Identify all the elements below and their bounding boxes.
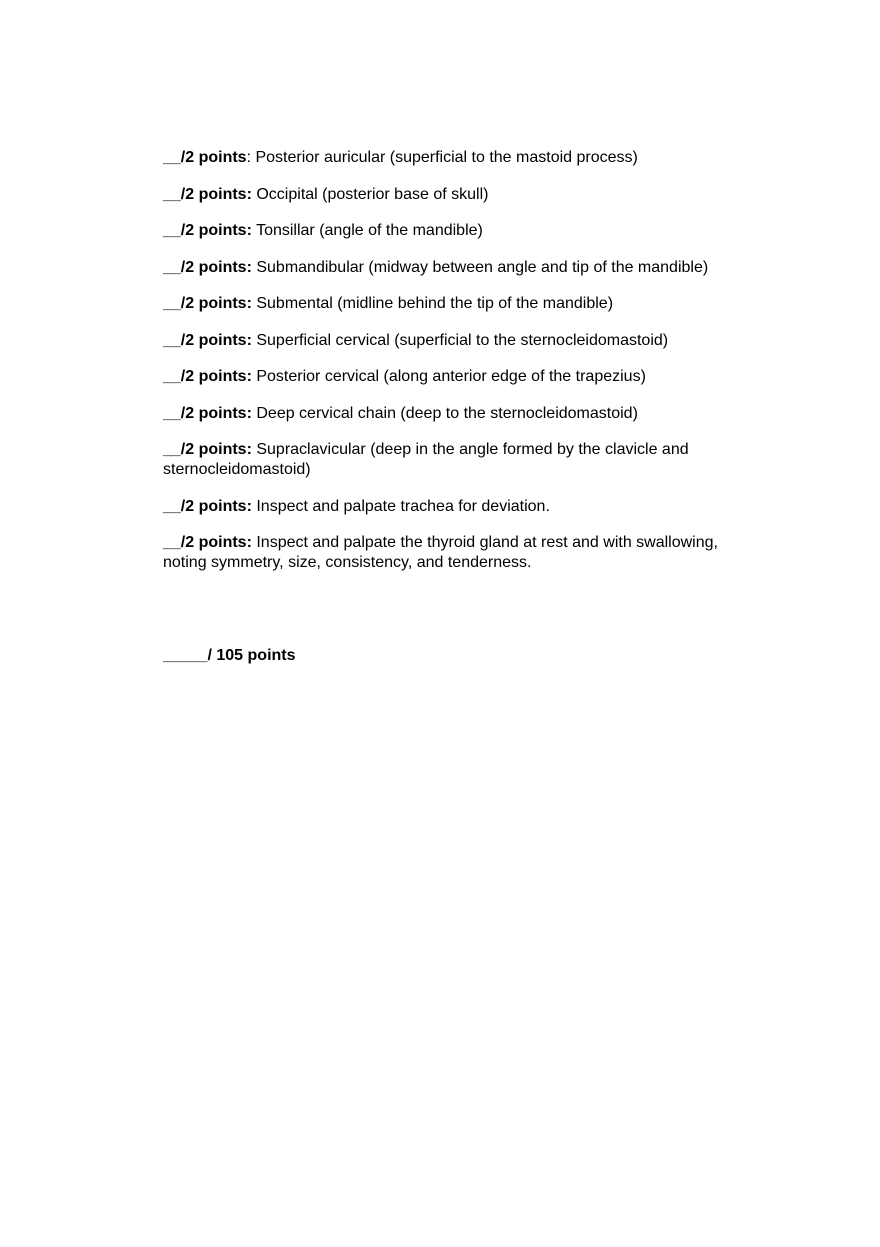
item-text: Inspect and palpate trachea for deviation.: [256, 497, 550, 515]
item-text: Superficial cervical (superficial to the sternocleidomastoid): [256, 331, 669, 349]
checklist-item-deep-cervical-chain: [163, 404, 723, 424]
points-score: __/2 points:: [163, 404, 252, 422]
item-text: Posterior cervical (along anterior edge of the trapezius): [256, 368, 646, 385]
item-text: Supraclavicular (deep in the angle formed by the clavicle and sternocleidomastoid): [163, 441, 689, 478]
item-text: Deep cervical chain (deep to the sternocleidomastoid): [256, 404, 638, 422]
item-text: Occipital (posterior base of skull): [256, 185, 489, 203]
checklist-item-posterior-cervical: [163, 367, 723, 387]
points-score: __/2 points:: [163, 441, 252, 458]
points-score: __/2 points:: [163, 368, 252, 385]
item-text: Submandibular (midway between angle and tip of the mandible): [256, 258, 709, 276]
checklist-item-occipital: [163, 185, 723, 205]
checklist-item-superficial-cervical: [163, 331, 723, 351]
item-text: Tonsillar (angle of the mandible): [256, 222, 483, 239]
points-score: __/2 points:: [163, 222, 252, 239]
checklist: [163, 148, 723, 590]
checklist-item-supraclavicular: [163, 440, 723, 480]
item-separator: :: [246, 149, 256, 166]
checklist-item-thyroid: [163, 533, 723, 573]
points-score: __/2 points:: [163, 258, 252, 276]
points-score: __/2 points: [163, 149, 247, 166]
checklist-item-posterior-auricular: [163, 148, 723, 168]
total-points: _____/ 105 points: [163, 647, 296, 664]
checklist-item-submandibular: [163, 258, 723, 278]
checklist-item-tonsillar: [163, 221, 723, 241]
points-score: __/2 points:: [163, 534, 252, 551]
checklist-item-trachea: [163, 497, 723, 517]
points-score: __/2 points:: [163, 331, 252, 349]
item-text: Inspect and palpate the thyroid gland at rest and with swallowing, noting symmetry, size, consistency, and tenderness.: [163, 534, 718, 571]
points-score: __/2 points:: [163, 295, 252, 312]
checklist-item-submental: [163, 294, 723, 314]
points-score: __/2 points:: [163, 497, 252, 515]
item-text: Posterior auricular (superficial to the mastoid process): [255, 149, 638, 166]
points-score: __/2 points:: [163, 185, 252, 203]
item-text: Submental (midline behind the tip of the mandible): [256, 295, 614, 312]
